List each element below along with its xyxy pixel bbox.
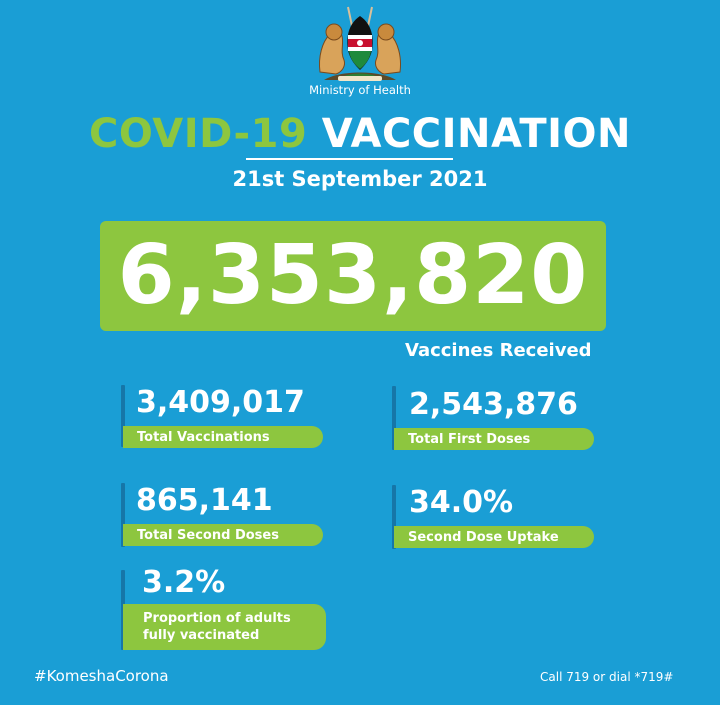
coat-of-arms-icon — [310, 2, 410, 84]
title-vaccination: VACCINATION — [321, 111, 632, 157]
page-title — [0, 112, 720, 156]
fully-vaccinated-label-line2: fully vaccinated — [143, 628, 260, 643]
fully-vaccinated-label-line1: Proportion of adults — [143, 611, 291, 626]
fully-vaccinated-value: 3.2% — [142, 565, 226, 600]
total-vaccinations-label: Total Vaccinations — [123, 426, 323, 448]
hotline: Call 719 or dial *719# — [540, 670, 674, 684]
hashtag: #KomeshaCorona — [34, 667, 169, 685]
total-vaccinations-value: 3,409,017 — [136, 385, 305, 420]
second-dose-uptake-label: Second Dose Uptake — [394, 526, 594, 548]
title-divider — [246, 158, 453, 160]
ministry-label: Ministry of Health — [309, 83, 411, 97]
total-first-doses-value: 2,543,876 — [409, 387, 578, 422]
report-date: 21st September 2021 — [232, 167, 488, 191]
total-second-doses-value: 865,141 — [136, 483, 273, 518]
total-second-doses-label: Total Second Doses — [123, 524, 323, 546]
vaccines-received-value: 6,353,820 — [117, 228, 589, 323]
vaccines-received-label: Vaccines Received — [405, 340, 592, 361]
fully-vaccinated-label — [123, 604, 326, 650]
total-first-doses-label: Total First Doses — [394, 428, 594, 450]
title-covid: COVID-19 — [88, 111, 308, 157]
second-dose-uptake-value: 34.0% — [409, 485, 514, 520]
